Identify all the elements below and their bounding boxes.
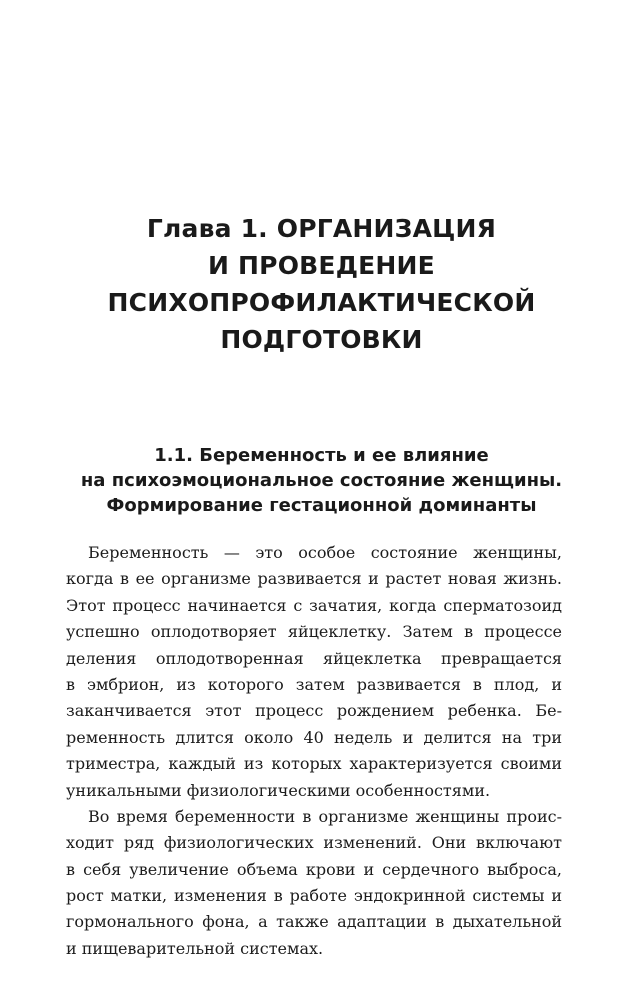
text-line: Этот процесс начинается с зачатия, когда сперматозоид — [66, 595, 562, 615]
text-line: успешно оплодотворяет яйцеклетку. Затем в процессе — [66, 622, 562, 642]
chapter-title-line: Глава 1. ОРГАНИЗАЦИЯ — [146, 214, 497, 243]
text-line: гормонального фона, а также адаптации в дыхательной — [66, 912, 562, 932]
text-line: уникальными физиологическими особенностями. — [66, 780, 491, 800]
text-line: ходит ряд физиологических изменений. Они включают — [66, 833, 562, 853]
text-line: триместра, каждый из которых характеризуется своими — [66, 754, 562, 774]
text-line: ременность длится около 40 недель и делится на три — [66, 727, 562, 747]
text-line: и пищеварительной системах. — [66, 938, 324, 958]
paragraph-1 — [66, 540, 562, 804]
text-line: заканчивается этот процесс рождением ребенка. Бе- — [66, 701, 562, 721]
section-title-line: Формирование гестационной доминанты — [106, 495, 537, 516]
text-line: в себя увеличение объема крови и сердечного выброса, — [66, 859, 562, 879]
section-title-line: на психоэмоциональное состояние женщины. — [80, 470, 563, 491]
section-title — [60, 443, 583, 518]
text-line: Беременность — это особое состояние женщины, — [88, 543, 562, 562]
paragraph-2 — [66, 804, 562, 962]
chapter-title — [60, 210, 583, 358]
text-line: Во время беременности в организме женщины проис- — [88, 806, 562, 826]
text-line: рост матки, изменения в работе эндокринной системы и — [66, 886, 562, 906]
chapter-title-line: ПСИХОПРОФИЛАКТИЧЕСКОЙ — [107, 288, 536, 317]
text-line: деления оплодотворенная яйцеклетка превращается — [66, 648, 562, 668]
text-line: когда в ее организме развивается и растет новая жизнь. — [66, 569, 562, 589]
text-line: в эмбрион, из которого затем развивается в плод, и — [66, 674, 562, 694]
body-text — [66, 540, 562, 962]
chapter-title-line: ПОДГОТОВКИ — [220, 325, 423, 354]
section-title-line: 1.1. Беременность и ее влияние — [154, 445, 489, 466]
chapter-title-line: И ПРОВЕДЕНИЕ — [208, 251, 435, 280]
